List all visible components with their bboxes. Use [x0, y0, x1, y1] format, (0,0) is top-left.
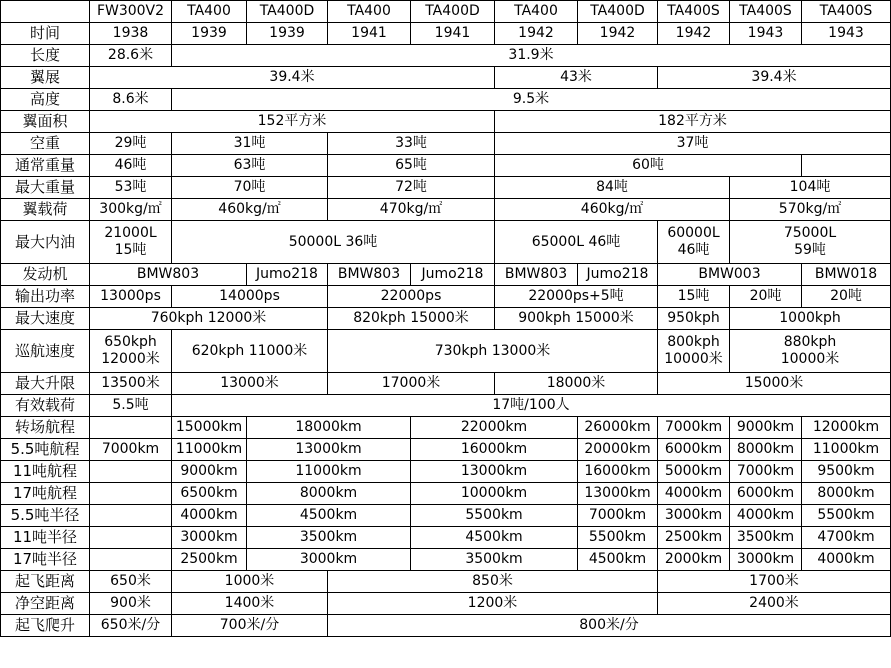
table-cell: 950kph: [658, 308, 730, 330]
table-cell: 29吨: [90, 133, 172, 155]
row-label-cell: 高度: [1, 89, 90, 111]
table-row: [1, 439, 891, 461]
table-cell: 5000km: [658, 461, 730, 483]
table-cell: 4500km: [578, 549, 658, 571]
row-label-cell: 转场航程: [1, 417, 90, 439]
table-cell: Jumo218: [578, 264, 658, 286]
table-row: [1, 221, 891, 264]
table-row: [1, 505, 891, 527]
row-label-cell: 长度: [1, 45, 90, 67]
table-cell: 84吨: [495, 177, 730, 199]
table-cell: 730kph 13000米: [328, 330, 658, 373]
table-cell: 11000km: [172, 439, 247, 461]
table-cell: 14000ps: [172, 286, 328, 308]
table-cell: 9.5米: [172, 89, 891, 111]
table-cell: 900kph 15000米: [495, 308, 658, 330]
table-cell: 460kg/㎡: [172, 199, 328, 221]
table-cell: 5500km: [411, 505, 578, 527]
table-cell: 31吨: [172, 133, 328, 155]
table-row: [1, 615, 891, 637]
table-cell: [90, 505, 172, 527]
table-cell: 13500米: [90, 373, 172, 395]
table-cell: 650kph 12000米: [90, 330, 172, 373]
table-cell: 880kph 10000米: [730, 330, 891, 373]
table-cell: TA400S: [730, 1, 802, 23]
table-cell: 65000L 46吨: [495, 221, 658, 264]
table-cell: 72吨: [328, 177, 495, 199]
table-row: [1, 155, 891, 177]
row-label-cell: 空重: [1, 133, 90, 155]
table-cell: BMW803: [90, 264, 247, 286]
table-cell: 18000米: [495, 373, 658, 395]
table-cell: 5.5吨: [90, 395, 172, 417]
table-row: [1, 199, 891, 221]
table-cell: 12000km: [802, 417, 891, 439]
table-cell: 17000米: [328, 373, 495, 395]
table-cell: 6500km: [172, 483, 247, 505]
table-cell: 60000L 46吨: [658, 221, 730, 264]
table-cell: 4700km: [802, 527, 891, 549]
table-cell: Jumo218: [247, 264, 328, 286]
table-cell: 20吨: [730, 286, 802, 308]
table-cell: TA400S: [802, 1, 891, 23]
table-cell: TA400D: [247, 1, 328, 23]
row-label-cell: 翼载荷: [1, 199, 90, 221]
table-cell: 1941: [411, 23, 495, 45]
row-label-cell: 有效载荷: [1, 395, 90, 417]
table-cell: 900米: [90, 593, 172, 615]
table-cell: 6000km: [730, 483, 802, 505]
table-cell: 7000km: [658, 417, 730, 439]
row-label-cell: 最大升限: [1, 373, 90, 395]
row-label-cell: 巡航速度: [1, 330, 90, 373]
table-cell: 13000km: [411, 461, 578, 483]
table-cell: 43米: [495, 67, 658, 89]
row-label-cell: 净空距离: [1, 593, 90, 615]
table-cell: 26000km: [578, 417, 658, 439]
table-cell: 850米: [328, 571, 658, 593]
table-cell: 2500km: [172, 549, 247, 571]
table-cell: 4500km: [411, 527, 578, 549]
table-cell: 15000米: [658, 373, 891, 395]
table-row: [1, 330, 891, 373]
row-label-cell: 起飞爬升: [1, 615, 90, 637]
table-cell: 17吨/100人: [172, 395, 891, 417]
table-cell: [90, 483, 172, 505]
table-cell: 39.4米: [90, 67, 495, 89]
table-cell: 570kg/㎡: [730, 199, 891, 221]
table-cell: 1200米: [328, 593, 658, 615]
table-cell: 1943: [802, 23, 891, 45]
row-label-cell: 起飞距离: [1, 571, 90, 593]
table-cell: 760kph 12000米: [90, 308, 328, 330]
table-cell: FW300V2: [90, 1, 172, 23]
table-cell: 1942: [658, 23, 730, 45]
table-cell: 11000km: [802, 439, 891, 461]
table-cell: 4000km: [658, 483, 730, 505]
table-row: [1, 461, 891, 483]
table-cell: 13000米: [172, 373, 328, 395]
table-cell: 16000km: [411, 439, 578, 461]
table-cell: 22000ps: [328, 286, 495, 308]
row-label-cell: 通常重量: [1, 155, 90, 177]
table-cell: 3000km: [730, 549, 802, 571]
table-cell: TA400D: [578, 1, 658, 23]
table-cell: 7000km: [730, 461, 802, 483]
table-cell: 2000km: [658, 549, 730, 571]
table-cell: [802, 155, 891, 177]
table-cell: 1941: [328, 23, 411, 45]
table-row: [1, 549, 891, 571]
row-label-cell: 时间: [1, 23, 90, 45]
table-cell: 3000km: [172, 527, 247, 549]
table-cell: 60吨: [495, 155, 802, 177]
table-cell: 75000L 59吨: [730, 221, 891, 264]
table-cell: 300kg/㎡: [90, 199, 172, 221]
table-row: [1, 593, 891, 615]
table-cell: 33吨: [328, 133, 495, 155]
table-cell: 13000km: [247, 439, 411, 461]
table-row: [1, 1, 891, 23]
table-cell: 70吨: [172, 177, 328, 199]
table-row: [1, 23, 891, 45]
table-cell: BMW018: [802, 264, 891, 286]
table-cell: 1938: [90, 23, 172, 45]
table-row: [1, 527, 891, 549]
table-cell: 1939: [247, 23, 328, 45]
table-cell: 104吨: [730, 177, 891, 199]
table-cell: 800kph 10000米: [658, 330, 730, 373]
table-cell: 700米/分: [172, 615, 328, 637]
table-row: [1, 67, 891, 89]
row-label-cell: 17吨航程: [1, 483, 90, 505]
table-cell: 18000km: [247, 417, 411, 439]
table-cell: 8.6米: [90, 89, 172, 111]
table-cell: BMW003: [658, 264, 802, 286]
table-cell: TA400D: [411, 1, 495, 23]
table-row: [1, 308, 891, 330]
table-cell: 3500km: [247, 527, 411, 549]
table-cell: 1000米: [172, 571, 328, 593]
table-cell: 820kph 15000米: [328, 308, 495, 330]
table-cell: 4500km: [247, 505, 411, 527]
table-cell: 460kg/㎡: [495, 199, 730, 221]
table-cell: 3500km: [411, 549, 578, 571]
table-row: [1, 395, 891, 417]
table-cell: 15吨: [658, 286, 730, 308]
table-cell: 37吨: [495, 133, 891, 155]
table-cell: 620kph 11000米: [172, 330, 328, 373]
table-cell: Jumo218: [411, 264, 495, 286]
table-cell: 5500km: [578, 527, 658, 549]
table-cell: 46吨: [90, 155, 172, 177]
table-cell: 9500km: [802, 461, 891, 483]
table-cell: 3500km: [730, 527, 802, 549]
table-cell: 1400米: [172, 593, 328, 615]
table-cell: 11000km: [247, 461, 411, 483]
table-row: [1, 264, 891, 286]
table-cell: BMW803: [328, 264, 411, 286]
table-row: [1, 45, 891, 67]
row-label-cell: 17吨半径: [1, 549, 90, 571]
row-label-cell: 最大重量: [1, 177, 90, 199]
row-label-cell: 11吨半径: [1, 527, 90, 549]
table-cell: 22000ps+5吨: [495, 286, 658, 308]
row-label-cell: 输出功率: [1, 286, 90, 308]
table-cell: 22000km: [411, 417, 578, 439]
table-cell: 8000km: [730, 439, 802, 461]
spec-table-body: [1, 1, 891, 637]
table-cell: 4000km: [802, 549, 891, 571]
table-cell: 1700米: [658, 571, 891, 593]
table-cell: TA400: [328, 1, 411, 23]
table-row: [1, 133, 891, 155]
table-cell: 4000km: [172, 505, 247, 527]
table-cell: 4000km: [730, 505, 802, 527]
table-cell: 8000km: [247, 483, 411, 505]
table-cell: 1942: [495, 23, 578, 45]
table-row: [1, 373, 891, 395]
table-cell: 8000km: [802, 483, 891, 505]
row-label-cell: 最大内油: [1, 221, 90, 264]
table-cell: 1942: [578, 23, 658, 45]
table-row: [1, 177, 891, 199]
table-cell: 2500km: [658, 527, 730, 549]
row-label-cell: 5.5吨半径: [1, 505, 90, 527]
table-cell: 13000km: [578, 483, 658, 505]
table-cell: 9000km: [172, 461, 247, 483]
table-cell: 16000km: [578, 461, 658, 483]
table-cell: TA400: [172, 1, 247, 23]
table-cell: 7000km: [90, 439, 172, 461]
table-cell: TA400S: [658, 1, 730, 23]
table-cell: 50000L 36吨: [172, 221, 495, 264]
row-label-cell: 翼面积: [1, 111, 90, 133]
table-cell: 9000km: [730, 417, 802, 439]
table-cell: 650米: [90, 571, 172, 593]
row-label-cell: 11吨航程: [1, 461, 90, 483]
table-cell: 470kg/㎡: [328, 199, 495, 221]
table-cell: 152平方米: [90, 111, 495, 133]
table-row: [1, 286, 891, 308]
table-cell: 21000L 15吨: [90, 221, 172, 264]
table-cell: 2400米: [658, 593, 891, 615]
table-row: [1, 89, 891, 111]
table-cell: 1939: [172, 23, 247, 45]
table-cell: 15000km: [172, 417, 247, 439]
table-cell: 3000km: [658, 505, 730, 527]
table-cell: 6000km: [658, 439, 730, 461]
row-label-cell: 发动机: [1, 264, 90, 286]
table-cell: [90, 527, 172, 549]
table-row: [1, 111, 891, 133]
table-cell: 39.4米: [658, 67, 891, 89]
table-cell: 650米/分: [90, 615, 172, 637]
table-cell: 20000km: [578, 439, 658, 461]
row-label-cell: 最大速度: [1, 308, 90, 330]
table-cell: BMW803: [495, 264, 578, 286]
table-cell: 10000km: [411, 483, 578, 505]
row-label-cell: 5.5吨航程: [1, 439, 90, 461]
table-cell: TA400: [495, 1, 578, 23]
row-label-cell: [1, 1, 90, 23]
table-cell: 7000km: [578, 505, 658, 527]
table-cell: [90, 417, 172, 439]
table-cell: [90, 461, 172, 483]
row-label-cell: 翼展: [1, 67, 90, 89]
table-cell: [90, 549, 172, 571]
table-row: [1, 483, 891, 505]
table-cell: 1943: [730, 23, 802, 45]
table-cell: 28.6米: [90, 45, 172, 67]
table-cell: 53吨: [90, 177, 172, 199]
table-cell: 182平方米: [495, 111, 891, 133]
table-cell: 5500km: [802, 505, 891, 527]
table-cell: 800米/分: [328, 615, 891, 637]
table-row: [1, 571, 891, 593]
table-cell: 31.9米: [172, 45, 891, 67]
table-cell: 20吨: [802, 286, 891, 308]
table-cell: 63吨: [172, 155, 328, 177]
table-cell: 1000kph: [730, 308, 891, 330]
table-row: [1, 417, 891, 439]
table-cell: 3000km: [247, 549, 411, 571]
table-cell: 13000ps: [90, 286, 172, 308]
table-cell: 65吨: [328, 155, 495, 177]
